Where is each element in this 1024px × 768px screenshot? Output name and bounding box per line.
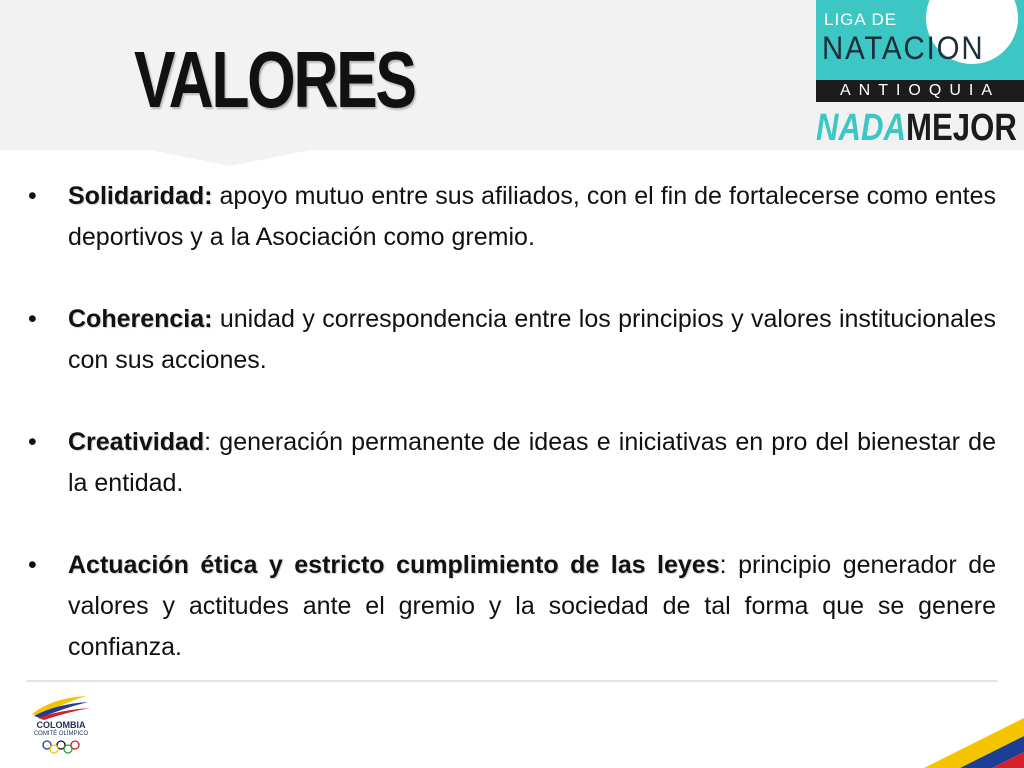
value-description: unidad y correspondencia entre los principios y valores institucionales con sus acciones.: [68, 305, 996, 374]
values-list: [28, 176, 996, 709]
olympic-swoosh-icon: [28, 692, 94, 720]
value-separator: :: [204, 428, 220, 456]
logo-top-panel: [816, 0, 1024, 80]
value-term: Solidaridad:: [68, 182, 213, 210]
value-term: Actuación ética y estricto cumplimiento de las leyes: [68, 551, 720, 579]
value-item: [28, 299, 996, 381]
footer-org-text: COLOMBIA: [36, 720, 86, 730]
value-description: generación permanente de ideas e iniciativas en pro del bienestar de la entidad.: [68, 428, 996, 497]
footer-divider: [26, 680, 998, 682]
footer-sub-text: COMITÉ OLÍMPICO: [33, 731, 89, 737]
colombia-flag-corner-decoration: [884, 708, 1024, 768]
value-separator: [212, 182, 219, 210]
header-tab-decoration: [140, 148, 320, 166]
value-description: principio generador de valores y actitudes ante el gremio y la sociedad de tal forma que se genere confianza.: [68, 551, 997, 661]
logo-natacion-text: NATACION: [822, 30, 985, 66]
value-description: apoyo mutuo entre sus afiliados, con el fin de fortalecerse como entes deportivos y a la Asociación como gremio.: [68, 182, 996, 251]
logo-slogan: [816, 106, 1017, 150]
bullet-icon: •: [28, 182, 37, 210]
value-term: Creatividad: [68, 428, 205, 456]
logo-liga-text: LIGA DE: [824, 10, 898, 29]
olympic-rings-icon: [41, 740, 81, 754]
logo-antioquia-text: ANTIOQUIA: [816, 80, 1024, 102]
slide-title: VALORES: [134, 35, 415, 124]
value-item: [28, 422, 996, 504]
logo-mejor-text: MEJOR: [906, 107, 1017, 149]
logo-nada-text: NADA: [816, 107, 907, 149]
liga-natacion-logo: [816, 0, 1024, 150]
colombia-olympic-logo: [28, 692, 94, 762]
value-separator: [212, 305, 219, 333]
bullet-icon: •: [28, 428, 37, 456]
bullet-icon: •: [28, 305, 37, 333]
bullet-icon: •: [28, 551, 37, 579]
value-term: Coherencia:: [68, 305, 213, 333]
value-item: [28, 176, 996, 258]
value-item: [28, 545, 996, 668]
value-separator: :: [719, 551, 739, 579]
